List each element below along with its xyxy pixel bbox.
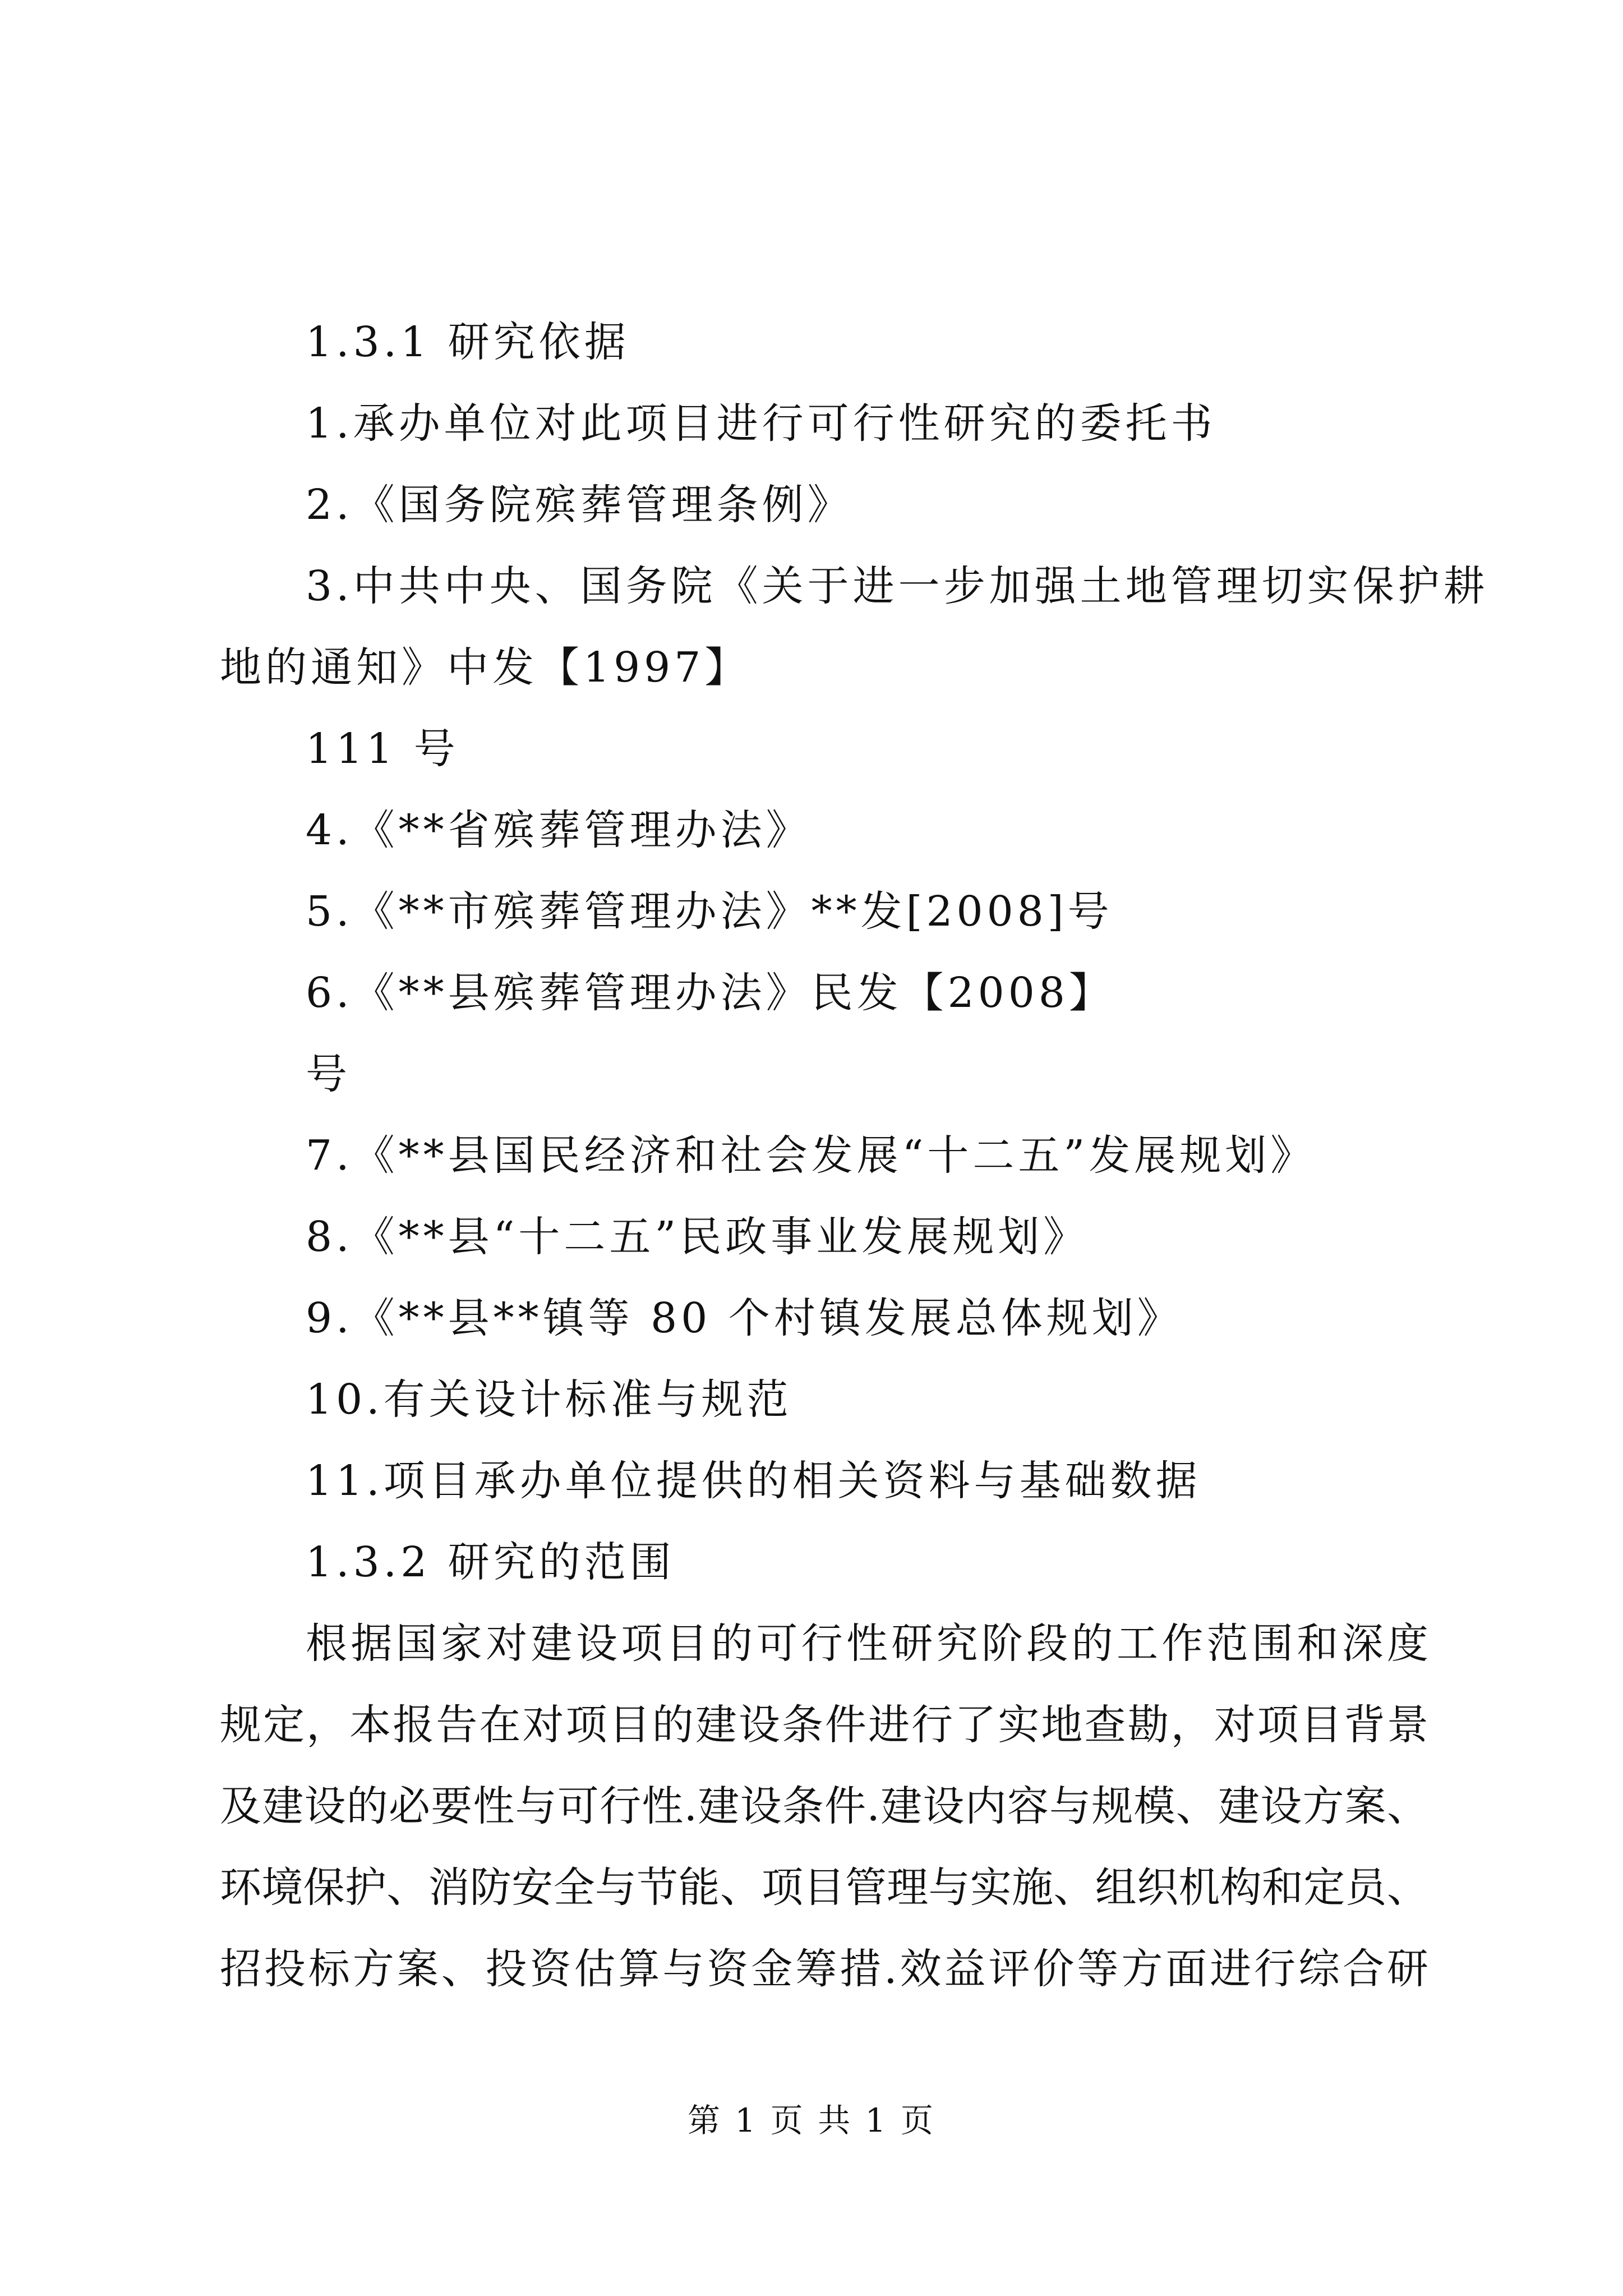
paragraph-line: 环境保护、消防安全与节能、项目管理与实施、组织机构和定员、 xyxy=(220,1864,1428,1912)
section-heading-1-3-2: 1.3.2 研究的范围 xyxy=(306,1538,675,1586)
list-item-continuation: 111 号 xyxy=(306,725,459,773)
paragraph-line: 招投标方案、投资估算与资金筹措.效益评价等方面进行综合研 xyxy=(220,1945,1428,1993)
list-item: 1.承办单位对此项目进行可行性研究的委托书 xyxy=(306,399,1216,448)
page-number-footer: 第 1 页 共 1 页 xyxy=(688,2101,935,2139)
paragraph-line: 及建设的必要性与可行性.建设条件.建设内容与规模、建设方案、 xyxy=(220,1782,1428,1830)
paragraph-line: 规定，本报告在对项目的建设条件进行了实地查勘，对项目背景 xyxy=(220,1701,1428,1749)
list-item-continuation: 号 xyxy=(306,1050,351,1098)
list-item: 4.《**省殡葬管理办法》 xyxy=(306,806,811,854)
list-item: 5.《**市殡葬管理办法》**发[2008]号 xyxy=(306,887,1113,936)
list-item: 3.中共中央、国务院《关于进一步加强土地管理切实保护耕 xyxy=(306,562,1489,610)
paragraph-line: 根据国家对建设项目的可行性研究阶段的工作范围和深度 xyxy=(306,1619,1428,1668)
list-item: 7.《**县国民经济和社会发展“十二五”发展规划》 xyxy=(306,1131,1316,1180)
list-item: 10.有关设计标准与规范 xyxy=(306,1375,792,1424)
list-item: 9.《**县**镇等 80 个村镇发展总体规划》 xyxy=(306,1294,1183,1342)
list-item: 8.《**县“十二五”民政事业发展规划》 xyxy=(306,1213,1089,1261)
section-heading-1-3-1: 1.3.1 研究依据 xyxy=(306,318,630,366)
list-item: 11.项目承办单位提供的相关资料与基础数据 xyxy=(306,1457,1201,1505)
list-item-continuation: 地的通知》中发【1997】 xyxy=(220,643,750,692)
list-item: 2.《国务院殡葬管理条例》 xyxy=(306,481,853,529)
list-item: 6.《**县殡葬管理办法》民发【2008】 xyxy=(306,969,1114,1017)
